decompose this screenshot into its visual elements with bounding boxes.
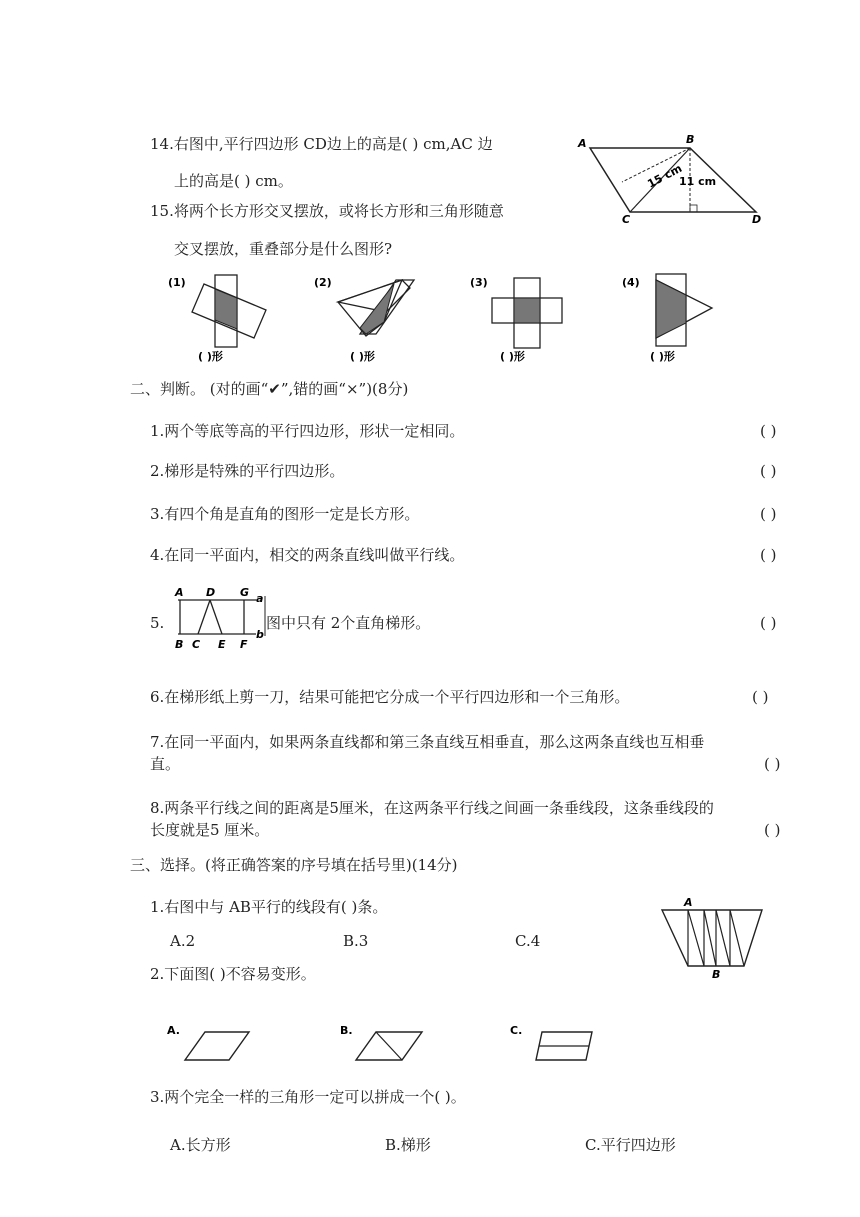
- judge-item-1: 1.两个等底等高的平行四边形，形状一定相同。: [150, 422, 465, 440]
- fig5-label-a: A: [175, 586, 184, 599]
- judge-item-7-cont: 直。: [150, 755, 181, 773]
- fig5-label-c: C: [192, 638, 201, 651]
- fig5-label-line-b: b: [256, 628, 264, 641]
- fig5-label-e: E: [218, 638, 226, 651]
- judge-answer-7[interactable]: ( ): [764, 755, 781, 773]
- choice-q2-option-a-figure[interactable]: [165, 1022, 260, 1067]
- choice-q1-option-a[interactable]: A.2: [170, 932, 196, 950]
- q15-fig4-number: (4): [622, 276, 640, 289]
- q15-figure-3: [470, 270, 590, 370]
- q14-length-ac-height: 15 cm: [645, 161, 685, 191]
- judge-item-4: 4.在同一平面内，相交的两条直线叫做平行线。: [150, 546, 465, 564]
- judge-item-5-figure: [170, 584, 265, 654]
- q15-line1: 15.将两个长方形交叉摆放，或将长方形和三角形随意: [150, 202, 504, 220]
- choice-q1-trapezoid-figure: [658, 892, 768, 982]
- choice-q2-option-b-figure[interactable]: [338, 1022, 433, 1067]
- judge-answer-3[interactable]: ( ): [760, 505, 777, 523]
- judge-item-5: 图中只有 2个直角梯形。: [266, 614, 431, 632]
- q14-label-c: C: [622, 213, 631, 226]
- judge-answer-2[interactable]: ( ): [760, 462, 777, 480]
- choice-q3: 3.两个完全一样的三角形一定可以拼成一个( )。: [150, 1088, 466, 1106]
- judge-answer-6[interactable]: ( ): [752, 688, 769, 706]
- choice-q3-option-c[interactable]: C.平行四边形: [585, 1136, 676, 1154]
- fig5-label-f: F: [240, 638, 248, 651]
- q15-line2: 交叉摆放，重叠部分是什么图形?: [174, 240, 393, 258]
- q14-line1: 14.右图中,平行四边形 CD边上的高是( ) cm,AC 边: [150, 135, 493, 153]
- judge-item-8-cont: 长度就是5 厘米。: [150, 821, 270, 839]
- choice-q1: 1.右图中与 AB平行的线段有( )条。: [150, 898, 388, 916]
- q15-figure-4: [622, 270, 742, 370]
- q14-label-b: B: [686, 133, 695, 146]
- judge-item-5-number: 5.: [150, 614, 165, 632]
- q14-parallelogram-figure: [570, 130, 770, 225]
- judge-item-7: 7.在同一平面内，如果两条直线都和第三条直线互相垂直，那么这两条直线也互相垂: [150, 733, 705, 751]
- q14-label-d: D: [752, 213, 762, 226]
- q15-fig2-number: (2): [314, 276, 332, 289]
- q14-label-a: A: [578, 137, 587, 150]
- fig5-label-line-a: a: [256, 592, 264, 605]
- q14-length-cd-height: 11 cm: [679, 175, 717, 188]
- fig5-label-d: D: [206, 586, 216, 599]
- section3-title: 三、选择。(将正确答案的序号填在括号里)(14分): [130, 856, 458, 874]
- choice-q1-option-c[interactable]: C.4: [515, 932, 541, 950]
- judge-answer-8[interactable]: ( ): [764, 821, 781, 839]
- choice-q2-option-c-label: C.: [510, 1024, 523, 1037]
- q15-figure-2: [310, 270, 430, 370]
- q15-fig1-caption: ( )形: [198, 350, 223, 363]
- choice-q1-option-b[interactable]: B.3: [343, 932, 369, 950]
- choice-q3-option-a[interactable]: A.长方形: [170, 1136, 231, 1154]
- choice-q2-option-a-label: A.: [167, 1024, 180, 1037]
- judge-item-3: 3.有四个角是直角的图形一定是长方形。: [150, 505, 420, 523]
- fig5-label-b: B: [175, 638, 184, 651]
- q15-fig4-caption: ( )形: [650, 350, 675, 363]
- section2-title: 二、判断。 (对的画“✔”,错的画“×”)(8分): [130, 380, 409, 398]
- q14-line2: 上的高是( ) cm。: [174, 172, 293, 190]
- judge-answer-1[interactable]: ( ): [760, 422, 777, 440]
- judge-item-8: 8.两条平行线之间的距离是5厘米，在这两条平行线之间画一条垂线段，这条垂线段的: [150, 799, 714, 817]
- choice-q2-option-b-label: B.: [340, 1024, 353, 1037]
- choice-q1-label-b: B: [712, 968, 721, 981]
- judge-answer-5[interactable]: ( ): [760, 614, 777, 632]
- q15-fig2-caption: ( )形: [350, 350, 375, 363]
- choice-q3-option-b[interactable]: B.梯形: [385, 1136, 431, 1154]
- q15-figure-1: [160, 270, 280, 370]
- judge-item-6: 6.在梯形纸上剪一刀，结果可能把它分成一个平行四边形和一个三角形。: [150, 688, 630, 706]
- judge-item-2: 2.梯形是特殊的平行四边形。: [150, 462, 345, 480]
- judge-answer-4[interactable]: ( ): [760, 546, 777, 564]
- choice-q1-label-a: A: [684, 896, 693, 909]
- fig5-label-g: G: [240, 586, 250, 599]
- choice-q2-option-c-figure[interactable]: [508, 1022, 603, 1067]
- q15-fig3-number: (3): [470, 276, 488, 289]
- q15-fig1-number: (1): [168, 276, 186, 289]
- choice-q2: 2.下面图( )不容易变形。: [150, 965, 316, 983]
- q15-fig3-caption: ( )形: [500, 350, 525, 363]
